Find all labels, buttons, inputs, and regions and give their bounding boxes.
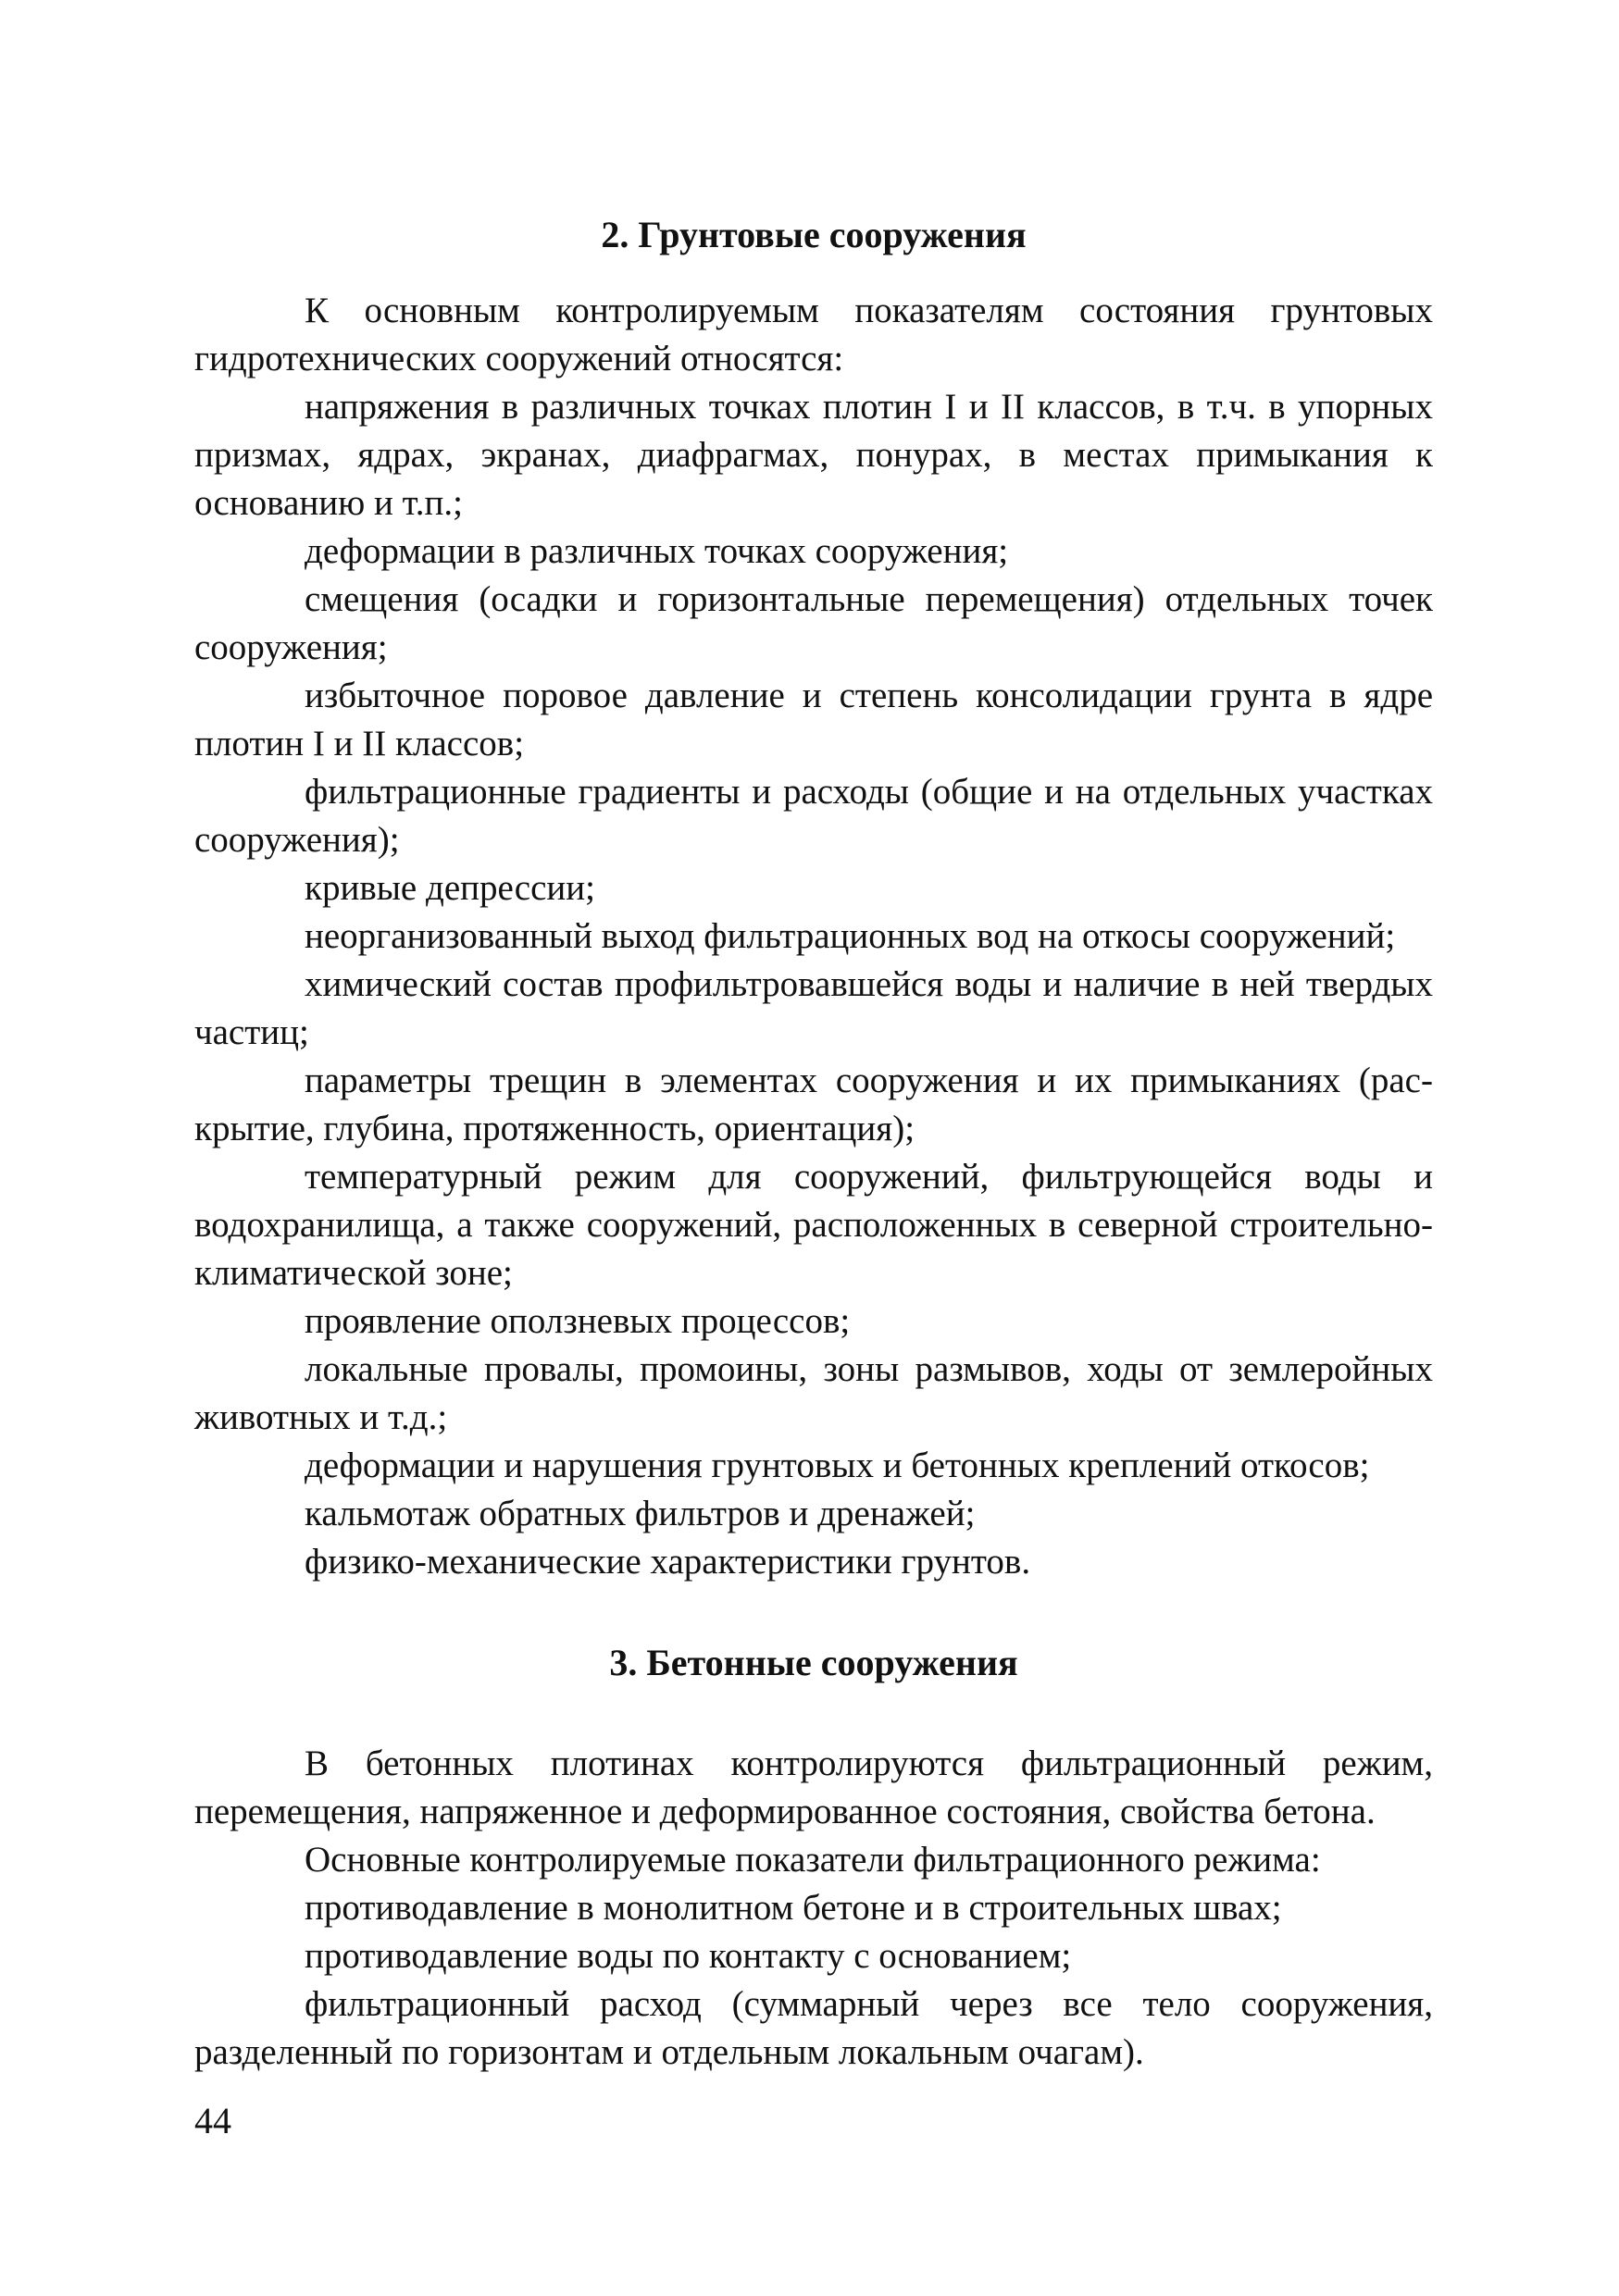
list-item: кальмотаж обратных фильтров и дренажей; — [305, 1494, 976, 1533]
paragraph: В бетонных плотинах контролируются фильтрационный режим, перемещения, напряженное и деформированное состояния, свойства бетона. — [194, 1744, 1433, 1831]
section-2-heading: 2. Грунтовые сооружения — [601, 214, 1027, 255]
list-item: кривые депрессии; — [305, 868, 595, 908]
section-3-text — [194, 1740, 1433, 2077]
list-item: противодавление воды по контакту с основанием; — [305, 1936, 1072, 1976]
list-item: деформации и нарушения грунтовых и бетонных креплений откосов; — [305, 1446, 1370, 1485]
section-3-heading: 3. Бетонные сооружения — [609, 1642, 1018, 1683]
list-item: температурный режим для сооружений, фильтрующейся воды и водохранилища, а также сооружений, расположенных в северной строительно-климатической зоне; — [194, 1157, 1433, 1293]
section-2-text — [194, 287, 1433, 1586]
list-item: параметры трещин в элементах сооружения и их примыканиях (раскрытие, глубина, протяженность, ориентация); — [194, 1061, 1433, 1148]
list-item: физико-механические характеристики грунтов. — [305, 1542, 1031, 1582]
list-item: фильтрационный расход (суммарный через все тело сооружения, разделенный по горизонтам и отдельным локальным очагам). — [194, 1984, 1433, 2072]
list-item: фильтрационные градиенты и расходы (общие и на отдельных участках сооружения); — [194, 772, 1433, 860]
list-item: напряжения в различных точках плотин I и II классов, в т.ч. в упорных призмах, ядрах, экранах, диафрагмах, понурах, в местах примыкания к основанию и т.п.; — [194, 387, 1433, 523]
paragraph: К основным контролируемым показателям состояния грунтовых гидротехнических сооружений относятся: — [194, 291, 1433, 379]
paragraph: Основные контролируемые показатели фильтрационного режима: — [305, 1840, 1321, 1880]
list-item: избыточное поровое давление и степень консолидации грунта в ядре плотин I и II классов; — [194, 676, 1433, 763]
list-item: смещения (осадки и горизонтальные перемещения) отдельных точек сооружения; — [194, 579, 1433, 667]
page-body — [194, 211, 1433, 2077]
list-item: локальные провалы, промоины, зоны размывов, ходы от землеройных животных и т.д.; — [194, 1349, 1433, 1437]
list-item: противодавление в монолитном бетоне и в строительных швах; — [305, 1888, 1282, 1928]
page-number: 44 — [194, 2100, 231, 2141]
list-item: проявление оползневых процессов; — [305, 1301, 851, 1341]
list-item: деформации в различных точках сооружения; — [305, 531, 1009, 571]
list-item: химический состав профильтровавшейся воды и наличие в ней твердых частиц; — [194, 964, 1433, 1052]
list-item: неорганизованный выход фильтрационных вод на откосы сооружений; — [305, 916, 1396, 956]
